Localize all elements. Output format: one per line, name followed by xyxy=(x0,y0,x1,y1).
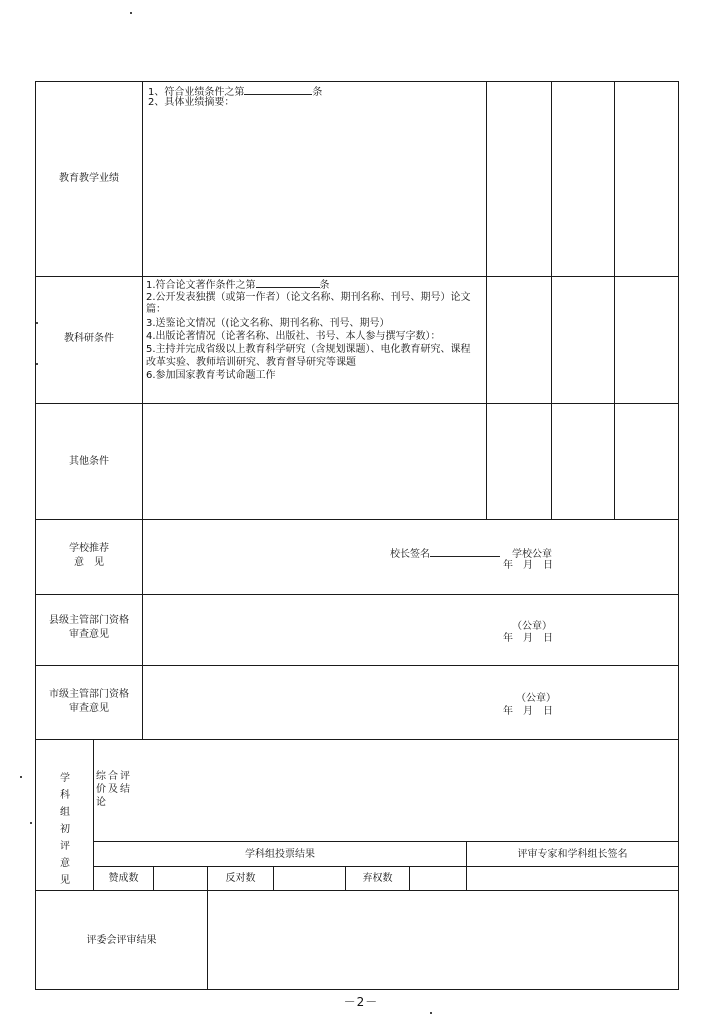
research-line-8: 6.参加国家教育考试命题工作 xyxy=(146,370,276,381)
committee-label-line xyxy=(207,890,208,990)
research-line-1-prefix: 1.符合论文著作条件之第 xyxy=(146,280,256,291)
row-line-2 xyxy=(35,403,679,404)
group-conclusion-label: 综合评价及结论 xyxy=(96,771,132,808)
city-seal: （公章） xyxy=(516,693,556,704)
expert-sign-heading: 评审专家和学科组长签名 xyxy=(517,849,628,860)
scan-speck xyxy=(36,322,38,324)
research-line-1 xyxy=(146,277,330,292)
research-line-6: 5.主持并完成省级以上教育科学研究（含规划课题）、电化教育研究、课程 xyxy=(146,344,471,355)
city-label-1: 市级主管部门资格 xyxy=(49,689,129,700)
research-line-2: 2.公开发表独撰（或第一作者）（论文名称、期刊名称、刊号、期号）论文 xyxy=(146,292,471,303)
committee-label: 评委会评审结果 xyxy=(86,935,157,946)
teaching-label: 教育教学业绩 xyxy=(59,173,119,184)
county-date: 年 月 日 xyxy=(503,633,553,644)
principal-sign-blank[interactable] xyxy=(430,546,500,557)
vote-result-heading: 学科组投票结果 xyxy=(245,849,315,860)
vote-cell-line-5 xyxy=(409,866,410,890)
score-column-line-2 xyxy=(551,81,552,520)
research-line-4: 3.送鉴论文情况（(论文名称、期刊名称、刊号、期号） xyxy=(146,318,390,329)
page-number: －2－ xyxy=(343,995,379,1009)
score-column-line-3 xyxy=(614,81,615,520)
table-border-top xyxy=(35,81,679,82)
vote-cell-line-1 xyxy=(153,866,154,890)
scan-speck xyxy=(430,1012,432,1014)
table-border-bottom xyxy=(35,989,679,990)
research-line-5: 4.出版论著情况（论著名称、出版社、书号、本人参与撰写字数）： xyxy=(146,331,441,342)
row-line-5 xyxy=(35,665,679,666)
research-label: 教科研条件 xyxy=(64,333,114,344)
oppose-label: 反对数 xyxy=(225,873,256,884)
scan-speck xyxy=(20,776,22,778)
scan-speck xyxy=(36,363,38,365)
group-line-c xyxy=(35,890,679,891)
county-label-1: 县级主管部门资格 xyxy=(49,615,129,626)
table-border-right xyxy=(678,81,679,990)
county-label-2: 审查意见 xyxy=(69,629,109,640)
vote-cell-line-3 xyxy=(273,866,274,890)
other-label: 其他条件 xyxy=(69,456,109,467)
row-line-6 xyxy=(35,739,679,740)
group-side-line xyxy=(93,739,94,890)
research-line-3: 篇： xyxy=(146,304,166,315)
school-label-1: 学校推荐 xyxy=(69,543,109,554)
group-line-b xyxy=(93,866,679,867)
row-line-1 xyxy=(35,276,679,277)
scan-speck xyxy=(130,12,132,14)
county-seal: （公章） xyxy=(512,621,552,632)
table-border-left xyxy=(35,81,36,990)
teaching-line-1-prefix: 1、符合业绩条件之第 xyxy=(148,87,245,98)
scan-speck xyxy=(30,822,32,824)
row-line-4 xyxy=(35,594,679,595)
teaching-line-2: 2、具体业绩摘要： xyxy=(148,97,235,108)
principal-sign-label: 校长签名 xyxy=(390,549,430,560)
city-label-2: 审查意见 xyxy=(69,703,109,714)
school-date: 年 月 日 xyxy=(503,560,553,571)
abstain-label: 弃权数 xyxy=(362,873,393,884)
school-label-2: 意 见 xyxy=(74,557,104,568)
city-date: 年 月 日 xyxy=(503,706,553,717)
score-column-line-1 xyxy=(486,81,487,520)
school-seal-label: 学校公章 xyxy=(512,549,552,560)
teaching-line-1-suffix: 条 xyxy=(312,87,323,98)
row-line-3 xyxy=(35,519,679,520)
teaching-rule-number-blank[interactable] xyxy=(244,84,312,95)
research-line-7: 改革实验、教师培训研究、教育督导研究等课题 xyxy=(146,357,356,368)
label-column-line xyxy=(142,81,143,740)
research-line-1-suffix: 条 xyxy=(319,280,330,291)
group-line-a xyxy=(93,841,679,842)
group-side-label: 学科组初评意见 xyxy=(60,773,70,886)
approve-label: 赞成数 xyxy=(108,873,139,884)
research-rule-number-blank[interactable] xyxy=(256,277,320,288)
